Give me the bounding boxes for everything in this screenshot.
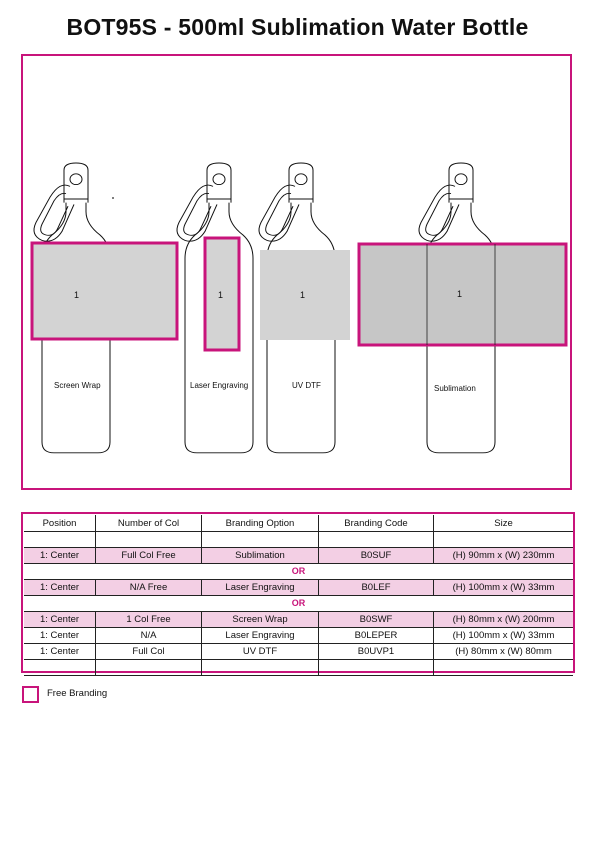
or-separator-row — [24, 596, 573, 612]
table-cell: (H) 80mm x (W) 200mm — [452, 614, 555, 625]
table-cell: Number of Col — [96, 515, 202, 531]
table-cell: Full Col — [96, 644, 202, 659]
table-cell: Laser Engraving — [202, 628, 319, 643]
artwork-panel — [21, 54, 572, 490]
table-cell: Size — [494, 517, 513, 529]
position-number-laser-engraving: 1 — [218, 290, 224, 300]
table-cell — [24, 660, 96, 675]
table-cell: 1: Center — [24, 548, 96, 563]
table-cell: B0LEF — [319, 580, 434, 595]
caption-uv-dtf: UV DTF — [292, 381, 321, 390]
bottle-artwork — [23, 56, 570, 488]
caption-screen-wrap: Screen Wrap — [54, 381, 101, 390]
table-blank-row — [24, 660, 573, 676]
print-area-sublimation — [359, 244, 566, 345]
table-row — [24, 644, 573, 660]
table-cell — [202, 532, 319, 547]
table-cell — [96, 532, 202, 547]
table-cell: B0UVP1 — [319, 644, 434, 659]
or-label: OR — [291, 566, 306, 576]
table-cell: UV DTF — [202, 644, 319, 659]
table-cell: Sublimation — [202, 548, 319, 563]
table-cell: (H) 90mm x (W) 230mm — [452, 550, 555, 561]
branding-table — [21, 512, 575, 673]
table-cell: (H) 80mm x (W) 80mm — [455, 646, 552, 657]
table-cell: (H) 100mm x (W) 33mm — [452, 582, 555, 593]
table-row — [24, 628, 573, 644]
caption-laser-engraving: Laser Engraving — [190, 381, 249, 390]
table-cell: Screen Wrap — [202, 612, 319, 627]
table-cell: N/A Free — [96, 580, 202, 595]
table-cell: (H) 100mm x (W) 33mm — [452, 630, 555, 641]
table-cell: Full Col Free — [96, 548, 202, 563]
table-cell — [319, 532, 434, 547]
position-number-screen-wrap: 1 — [74, 290, 80, 300]
table-cell — [202, 660, 319, 675]
table-cell — [434, 532, 573, 547]
table-cell — [319, 660, 434, 675]
table-cell: Position — [24, 515, 96, 531]
table-cell: 1 Col Free — [96, 612, 202, 627]
table-blank-row — [24, 532, 573, 548]
table-row — [24, 548, 573, 564]
table-cell — [434, 660, 573, 675]
position-number-uv-dtf: 1 — [300, 290, 306, 300]
table-cell: B0SUF — [319, 548, 434, 563]
caption-sublimation: Sublimation — [434, 384, 476, 393]
position-number-sublimation: 1 — [457, 289, 463, 299]
table-cell: 1: Center — [24, 580, 96, 595]
free-branding-swatch — [22, 686, 39, 703]
table-cell: Laser Engraving — [202, 580, 319, 595]
table-header-row — [24, 515, 573, 532]
table-cell: 1: Center — [24, 612, 96, 627]
table-row — [24, 612, 573, 628]
table-cell: 1: Center — [24, 628, 96, 643]
table-cell: Branding Option — [202, 515, 319, 531]
or-label: OR — [291, 598, 306, 608]
table-cell: B0LEPER — [319, 628, 434, 643]
page-title: BOT95S - 500ml Sublimation Water Bottle — [66, 14, 529, 40]
table-cell: Branding Code — [319, 515, 434, 531]
table-cell — [96, 660, 202, 675]
legend-label: Free Branding — [47, 688, 108, 699]
table-cell: 1: Center — [24, 644, 96, 659]
table-row — [24, 580, 573, 596]
table-cell: B0SWF — [319, 612, 434, 627]
table-cell — [24, 532, 96, 547]
or-separator-row — [24, 564, 573, 580]
table-cell: N/A — [96, 628, 202, 643]
print-area-screen-wrap — [32, 243, 177, 339]
